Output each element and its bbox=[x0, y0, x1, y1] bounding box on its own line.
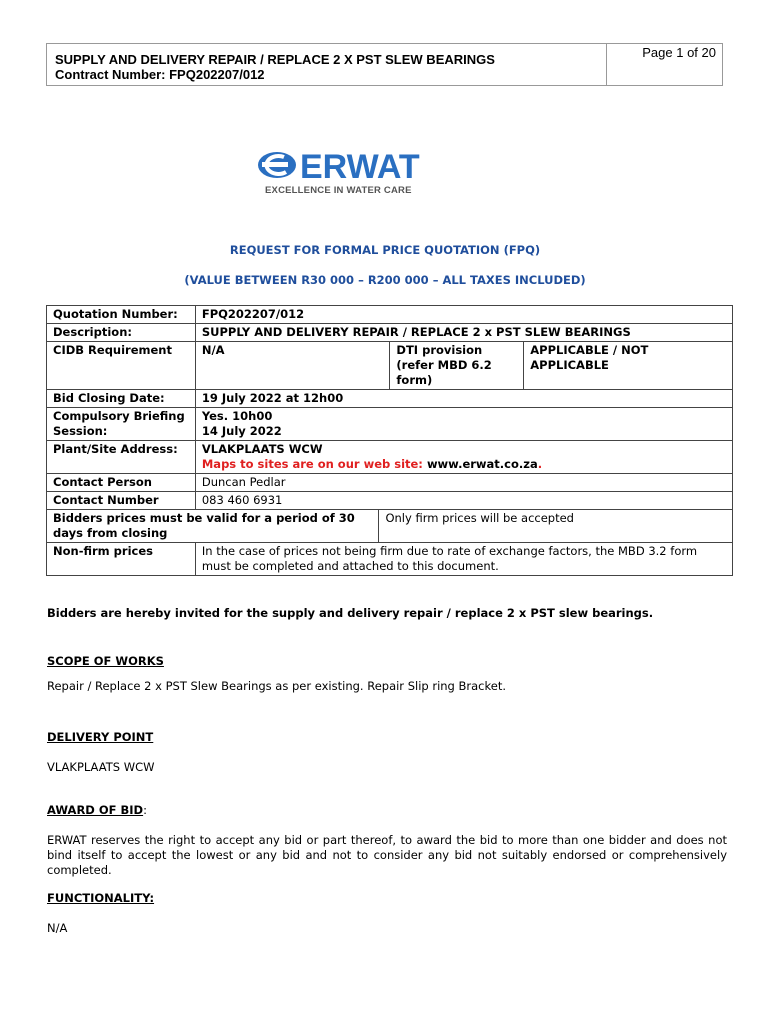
briefing-date: 14 July 2022 bbox=[201, 424, 282, 438]
quotation-number-label: Quotation Number: bbox=[47, 306, 196, 324]
page-number: Page 1 of 20 bbox=[642, 45, 716, 60]
header-title-cell bbox=[47, 44, 607, 85]
table-row bbox=[47, 474, 733, 492]
scope-text: Repair / Replace 2 x PST Slew Bearings as per existing. Repair Slip ring Bracket. bbox=[47, 679, 506, 693]
cidb-value: N/A bbox=[195, 342, 390, 390]
table-row bbox=[47, 492, 733, 510]
maps-text: Maps to sites are on our web site: bbox=[201, 457, 423, 471]
award-text: ERWAT reserves the right to accept any bid or part thereof, to award the bid to more than one bidder and does not bind itself to accept the lowest or any bid and not to consider any bid not suitably endorsed or comprehensively completed. bbox=[47, 833, 727, 877]
functionality-text: N/A bbox=[47, 921, 68, 935]
validity-value: Only firm prices will be accepted bbox=[379, 510, 733, 543]
functionality-heading: FUNCTIONALITY: bbox=[47, 891, 155, 905]
delivery-text: VLAKPLAATS WCW bbox=[47, 760, 155, 774]
contract-number: Contract Number: FPQ202207/012 bbox=[55, 67, 265, 82]
quotation-number-value: FPQ202207/012 bbox=[195, 306, 732, 324]
table-row bbox=[47, 408, 733, 441]
table-row bbox=[47, 342, 733, 390]
nonfirm-value: In the case of prices not being firm due to rate of exchange factors, the MBD 3.2 form must be completed and attached to this document. bbox=[195, 543, 732, 576]
briefing-time: Yes. 10h00 bbox=[201, 409, 273, 423]
logo-tagline: EXCELLENCE IN WATER CARE bbox=[265, 185, 412, 196]
logo-mark-icon bbox=[256, 146, 446, 186]
award-heading-line bbox=[47, 803, 147, 817]
scope-heading: SCOPE OF WORKS bbox=[47, 654, 164, 668]
contact-person-value: Duncan Pedlar bbox=[195, 474, 732, 492]
invitation-text: Bidders are hereby invited for the supply and delivery repair / replace 2 x PST slew bearings. bbox=[47, 606, 654, 620]
table-row bbox=[47, 390, 733, 408]
description-value: SUPPLY AND DELIVERY REPAIR / REPLACE 2 x PST SLEW BEARINGS bbox=[195, 324, 732, 342]
description-label: Description: bbox=[47, 324, 196, 342]
site-name: VLAKPLAATS WCW bbox=[201, 442, 323, 456]
site-address-value: VLAKPLAATS WCW Maps to sites are on our web site: www.erwat.co.za. bbox=[195, 441, 732, 474]
table-row bbox=[47, 324, 733, 342]
table-row bbox=[47, 441, 733, 474]
dti-value: APPLICABLE / NOT APPLICABLE bbox=[524, 342, 733, 390]
delivery-heading: DELIVERY POINT bbox=[47, 730, 154, 744]
contact-number-value: 083 460 6931 bbox=[195, 492, 732, 510]
website-link[interactable]: www.erwat.co.za bbox=[426, 457, 538, 471]
contact-person-label: Contact Person bbox=[47, 474, 196, 492]
award-colon: : bbox=[143, 803, 147, 817]
closing-date-value: 19 July 2022 at 12h00 bbox=[195, 390, 732, 408]
quotation-details-table bbox=[46, 305, 733, 576]
briefing-value bbox=[195, 408, 732, 441]
closing-date-label: Bid Closing Date: bbox=[47, 390, 196, 408]
table-row bbox=[47, 543, 733, 576]
site-address-label: Plant/Site Address: bbox=[47, 441, 196, 474]
table-row bbox=[47, 306, 733, 324]
value-range-heading: (VALUE BETWEEN R30 000 – R200 000 – ALL TAXES INCLUDED) bbox=[184, 273, 586, 287]
award-heading: AWARD OF BID bbox=[47, 803, 144, 817]
logo-wordmark: ERWAT bbox=[300, 148, 420, 186]
document-header bbox=[46, 43, 723, 86]
contact-number-label: Contact Number bbox=[47, 492, 196, 510]
cidb-label: CIDB Requirement bbox=[47, 342, 196, 390]
dti-label: DTI provision (refer MBD 6.2 form) bbox=[390, 342, 524, 390]
validity-label: Bidders prices must be valid for a period of 30 days from closing bbox=[47, 510, 379, 543]
nonfirm-label: Non-firm prices bbox=[47, 543, 196, 576]
briefing-label: Compulsory Briefing Session: bbox=[47, 408, 196, 441]
header-title: SUPPLY AND DELIVERY REPAIR / REPLACE 2 X PST SLEW BEARINGS bbox=[55, 52, 495, 67]
fpq-heading: REQUEST FOR FORMAL PRICE QUOTATION (FPQ) bbox=[229, 243, 541, 257]
table-row bbox=[47, 510, 733, 543]
